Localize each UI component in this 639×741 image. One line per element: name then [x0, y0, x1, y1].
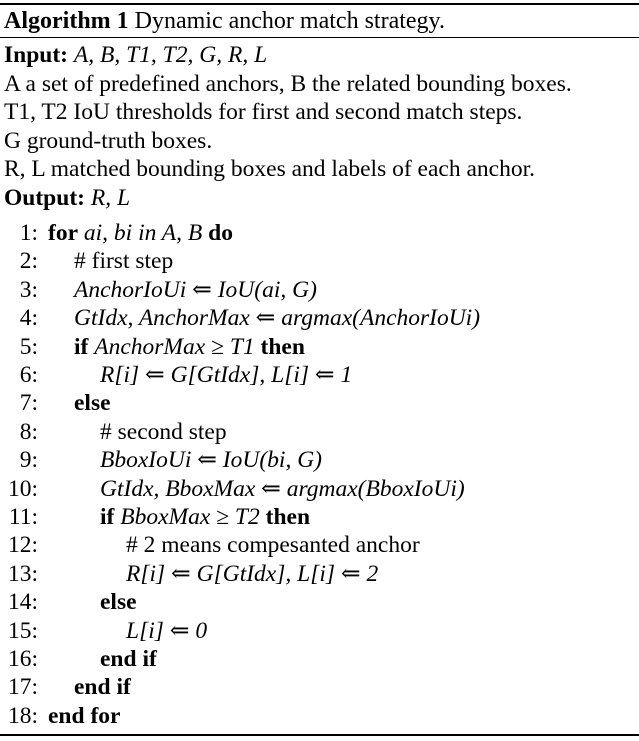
algo-line-4	[4, 304, 480, 332]
input-desc-groundtruth: G ground-truth boxes.	[4, 127, 213, 154]
input-desc-anchors: A a set of predefined anchors, B the related bounding boxes.	[4, 70, 572, 97]
statement: AnchorMax ≥ T1	[94, 333, 255, 360]
top-rule	[0, 3, 639, 5]
statement: R[i] ⇐ G[GtIdx], L[i] ⇐ 1	[100, 362, 353, 388]
keyword: do	[208, 220, 233, 246]
algo-line-1	[4, 219, 233, 247]
line-number: 13:	[7, 560, 38, 587]
algo-line-7	[4, 389, 111, 417]
caption-rule	[0, 37, 639, 38]
line-number: 7:	[19, 390, 38, 417]
comment: # second step	[100, 418, 227, 445]
line-number: 12:	[7, 532, 38, 559]
caption-label: Algorithm 1	[4, 8, 129, 34]
line-number: 2:	[19, 248, 38, 275]
algo-line-12	[4, 531, 420, 559]
statement: BboxMax ≥ T2	[120, 504, 260, 530]
line-number: 10:	[7, 475, 38, 502]
line-number: 5:	[19, 333, 38, 360]
line-number: 4:	[19, 305, 38, 332]
bottom-rule	[0, 734, 639, 736]
keyword: then	[265, 504, 311, 530]
algo-line-2	[4, 247, 173, 275]
keyword: else	[74, 390, 111, 417]
algo-line-10	[4, 475, 465, 503]
algo-line-18	[4, 702, 120, 730]
statement: BboxIoUi ⇐ IoU(bi, G)	[100, 447, 322, 474]
line-number: 11:	[8, 504, 38, 530]
caption-text: Dynamic anchor match strategy.	[134, 8, 445, 34]
output-vars: R, L	[90, 184, 131, 211]
algo-line-5	[4, 333, 305, 361]
algo-line-9	[4, 446, 322, 474]
algo-line-6	[4, 361, 352, 389]
keyword: if	[74, 333, 89, 360]
input-desc-thresholds: T1, T2 IoU thresholds for first and second match steps.	[4, 99, 523, 125]
algo-line-11	[4, 503, 310, 531]
line-number: 6:	[19, 362, 38, 388]
keyword: end for	[48, 702, 121, 729]
algorithm-caption	[4, 6, 445, 36]
line-number: 8:	[19, 418, 38, 445]
input-line	[4, 41, 267, 69]
statement: GtIdx, BboxMax ⇐ argmax(BboxIoUi)	[100, 475, 465, 502]
keyword: else	[100, 589, 137, 616]
algo-line-14	[4, 588, 137, 616]
algo-line-8	[4, 418, 227, 446]
line-number: 15:	[7, 617, 38, 644]
line-number: 1:	[19, 220, 38, 246]
line-number: 3:	[19, 276, 38, 303]
line-number: 17:	[7, 674, 38, 701]
keyword: if	[100, 504, 115, 530]
statement: R[i] ⇐ G[GtIdx], L[i] ⇐ 2	[126, 560, 379, 587]
comment: # 2 means compesanted anchor	[126, 532, 420, 559]
keyword: then	[260, 333, 305, 360]
input-desc-results: R, L matched bounding boxes and labels of each anchor.	[4, 156, 535, 182]
statement: AnchorIoUi ⇐ IoU(ai, G)	[74, 276, 317, 303]
output-line	[4, 184, 130, 212]
line-number: 14:	[7, 589, 38, 616]
statement: GtIdx, AnchorMax ⇐ argmax(AnchorIoUi)	[74, 305, 481, 332]
input-vars: A, B, T1, T2, G, R, L	[73, 42, 268, 68]
keyword: for	[48, 220, 79, 246]
input-label: Input:	[4, 42, 69, 68]
algo-line-13	[4, 560, 378, 588]
algo-line-17	[4, 673, 131, 701]
output-label: Output:	[4, 184, 85, 211]
algo-line-16	[4, 645, 157, 673]
algo-line-15	[4, 617, 207, 645]
line-number: 9:	[19, 447, 38, 474]
comment: # first step	[74, 248, 174, 275]
keyword: end if	[100, 646, 157, 672]
line-number: 18:	[7, 702, 38, 729]
statement: L[i] ⇐ 0	[126, 617, 208, 644]
algo-line-3	[4, 276, 317, 304]
line-number: 16:	[7, 646, 38, 672]
keyword: end if	[74, 674, 131, 701]
statement: ai, bi in A, B	[83, 220, 203, 246]
